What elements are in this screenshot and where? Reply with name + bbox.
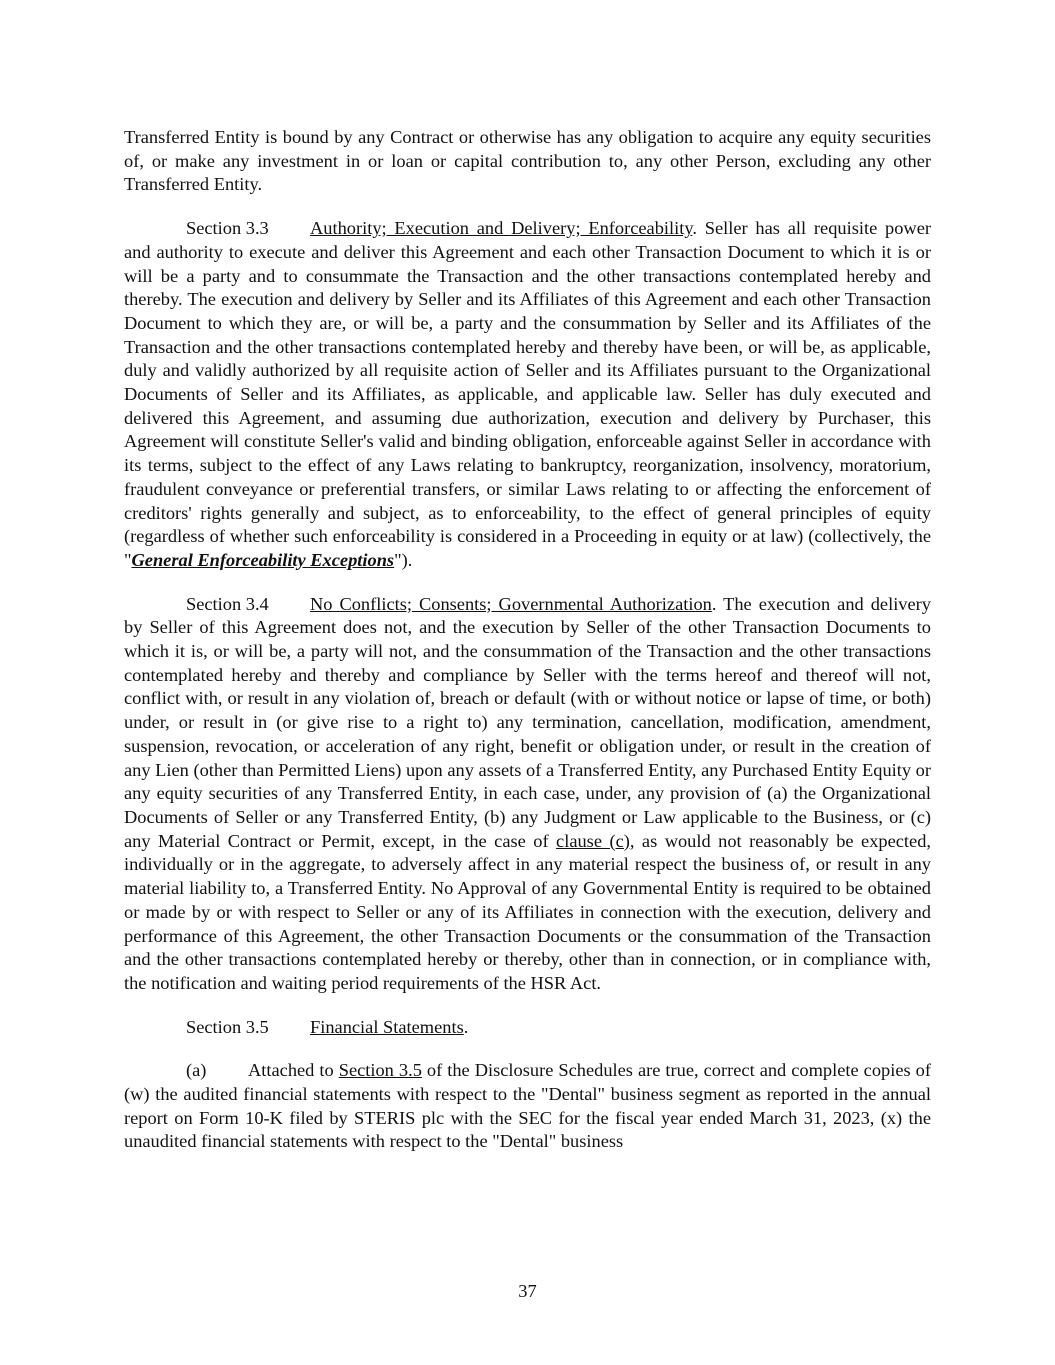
section-heading: No Conflicts; Consents; Governmental Authorization bbox=[310, 593, 712, 614]
section-number: Section 3.3 bbox=[186, 218, 269, 239]
section-body: The execution and delivery by Seller of this Agreement does not, and the execution by Seller of the other Transaction Documents to which it is, or will be, a party will not, and the consummation of the Transaction and the other transactions contemplated hereby and thereby and compliance by Seller with the terms hereof and thereof will not, conflict with, or result in any violation of, breach or default (with or without notice or lapse of time, or both) under, or result in (or give rise to a right to) any termination, cancellation, modification, amendment, suspension, revocation, or acceleration of any right, benefit or obligation under, or result in the creation of any Lien (other than Permitted Liens) upon any assets of a Transferred Entity, any Purchased Entity Equity or any equity securities of any Transferred Entity, in each case, under, any provision of (a) the Organizational Documents of Seller or any Transferred Entity, (b) any Judgment or Law applicable to the Business, or (c) any Material Contract or Permit, except, in the case of bbox=[124, 593, 931, 851]
subsection-number: (a) bbox=[186, 1060, 207, 1081]
section-body-continued: , as would not reasonably be expected, individually or in the aggregate, to adversely affect in any material respect the business of, or result in any material liability to, a Transferred Entity. No Approval of any Governmental Entity is required to be obtained or made by or with respect to Seller or any of its Affiliates in connection with the execution, delivery and performance of this Agreement, the other Transaction Documents or the consummation of the Transaction and the other transactions contemplated hereby or thereby, other than in connection, or in compliance with, the notification and waiting period requirements of the HSR Act. bbox=[124, 830, 931, 993]
subsection-body: Attached to bbox=[248, 1060, 339, 1081]
document-page bbox=[124, 126, 931, 1154]
section-number: Section 3.5 bbox=[186, 1016, 269, 1037]
clause-reference: clause (c) bbox=[556, 830, 630, 851]
section-3-5-heading bbox=[124, 1016, 931, 1040]
section-reference: Section 3.5 bbox=[338, 1060, 422, 1081]
section-heading: Authority; Execution and Delivery; Enforceability bbox=[310, 218, 693, 239]
section-body: Seller has all requisite power and authority to execute and deliver this Agreement and each other Transaction Document to which it is or will be a party and to consummate the Transaction and the other transactions contemplated hereby and thereby. The execution and delivery by Seller and its Affiliates of this Agreement and each other Transaction Document to which they are, or will be, a party and the consummation by Seller and its Affiliates of the Transaction and the other transactions contemplated hereby and thereby have been, or will be, as applicable, duly and validly authorized by all requisite action of Seller and its Affiliates pursuant to the Organizational Documents of Seller and its Affiliates, as applicable, and applicable law. Seller has duly executed and delivered this Agreement, and assuming due authorization, execution and delivery by Purchaser, this Agreement will constitute Seller's valid and binding obligation, enforceable against Seller in accordance with its terms, subject to the effect of any Laws relating to bankruptcy, reorganization, insolvency, moratorium, fraudulent conveyance or preferential transfers, or similar Laws relating to or affecting the enforcement of creditors' rights generally and subject, as to enforceability, to the effect of general principles of equity (regardless of whether such enforceability is considered in a Proceeding in equity or at law) (collectively, the " bbox=[124, 218, 931, 570]
section-heading-period: . bbox=[463, 1016, 469, 1037]
section-heading: Financial Statements bbox=[310, 1016, 464, 1037]
section-3-4-paragraph bbox=[124, 593, 931, 996]
section-number: Section 3.4 bbox=[186, 593, 269, 614]
section-body-end: "). bbox=[394, 549, 413, 570]
page-number: 37 bbox=[518, 1281, 537, 1301]
section-heading-period: . bbox=[711, 593, 717, 614]
section-3-3-paragraph bbox=[124, 217, 931, 573]
paragraph-continuation: Transferred Entity is bound by any Contract or otherwise has any obligation to acquire any equity securities of, or make any investment in or loan or capital contribution to, any other Person, excluding any other Transferred Entity. bbox=[124, 127, 931, 195]
section-heading-period: . bbox=[692, 218, 697, 239]
subsection-body-continued: of the Disclosure Schedules are true, correct and complete copies of (w) the audited financial statements with respect to the "Dental" business segment as reported in the annual report on Form 10-K filed by STERIS plc with the SEC for the fiscal year ended March 31, 2023, (x) the unaudited financial statements with respect to the "Dental" business bbox=[124, 1060, 931, 1152]
section-3-5-a-paragraph bbox=[124, 1059, 931, 1154]
defined-term: General Enforceability Exceptions bbox=[131, 549, 395, 570]
